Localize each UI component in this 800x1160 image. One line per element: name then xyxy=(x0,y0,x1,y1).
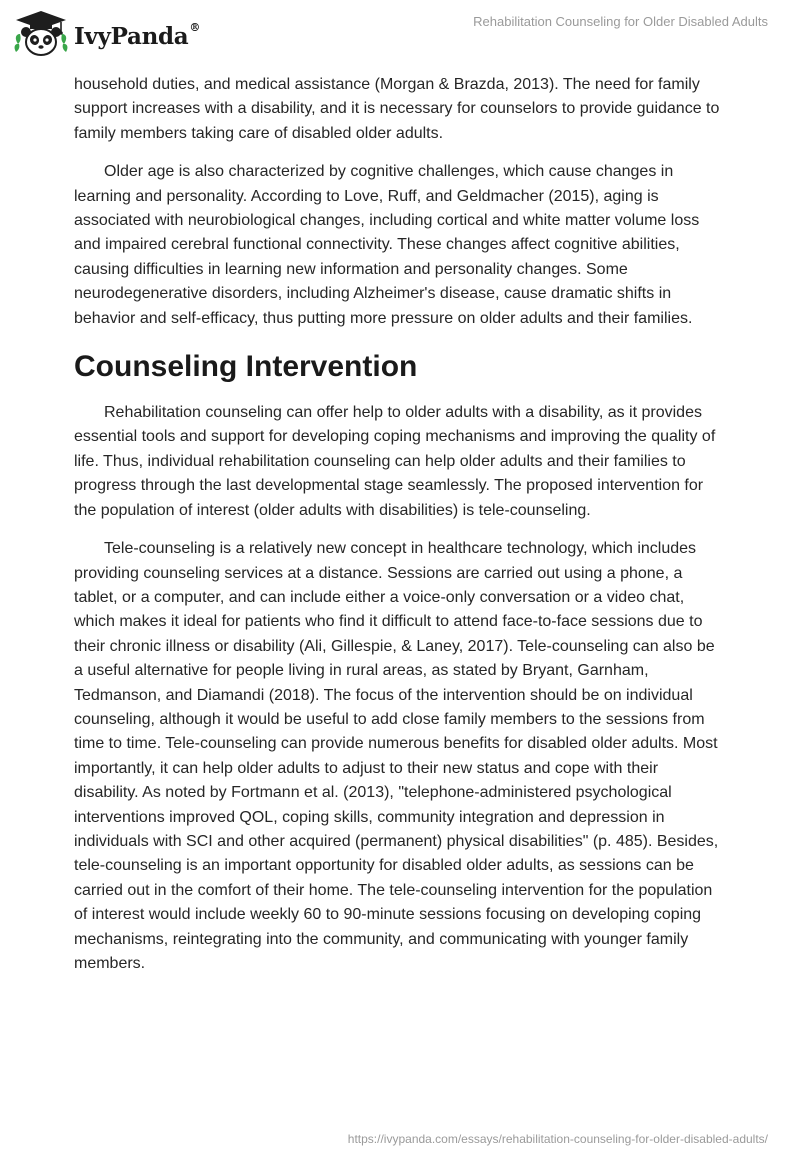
registered-mark: ® xyxy=(189,20,201,34)
page-header xyxy=(0,0,800,70)
paragraph: household duties, and medical assistance (Morgan & Brazda, 2013). The need for family support increases with a disability, and it is necessary for counselors to provide guidance to family members taking care of disabled older adults. xyxy=(74,76,720,142)
paragraph: Tele-counseling is a relatively new concept in healthcare technology, which includes providing counseling services at a distance. Sessions are carried out using a phone, a tablet, or a computer, and can include either a voice-only conversation or a video chat, which makes it ideal for patients who find it difficult to attend face-to-face sessions due to their chronic illness or disability (Ali, Gillespie, & Laney, 2017). Tele-counseling can also be a useful alternative for people living in rural areas, as stated by Bryant, Garnham, Tedmanson, and Diamandi (2018). The focus of the intervention should be on individual counseling, although it would be useful to add close family members to the sessions from time to time. Tele-counseling can provide numerous benefits for disabled older adults. Most importantly, it can help older adults to adjust to their new status and cope with their disability. As noted by Fortmann et al. (2013), "telephone-administered psychological interventions improved QOL, coping skills, community integration and depression in individuals with SCI and other acquired (permanent) physical disabilities" (p. 485). Besides, tele-counseling is an important opportunity for disabled older adults, as sessions can be carried out in the comfort of their home. The tele-counseling intervention for the population of interest would include weekly 60 to 90-minute sessions focusing on developing coping mechanisms, reintegrating into the community, and communicating with younger family members. xyxy=(74,540,719,972)
source-url[interactable]: https://ivypanda.com/essays/rehabilitation-counseling-for-older-disabled-adults/ xyxy=(347,1132,768,1146)
paragraph: Older age is also characterized by cognitive challenges, which cause changes in learning and personality. According to Love, Ruff, and Geldmacher (2015), aging is associated with neurobiological changes, including cortical and white matter volume loss and impaired cerebral functional connectivity. These changes affect cognitive abilities, causing difficulties in learning new information and personality changes. Some neurodegenerative disorders, including Alzheimer's disease, cause dramatic shifts in behavior and self-efficacy, thus putting more pressure on older adults and their families. xyxy=(74,163,700,327)
ivypanda-logo[interactable] xyxy=(14,8,200,60)
panda-graduate-icon xyxy=(14,10,68,58)
document-title: Rehabilitation Counseling for Older Disabled Adults xyxy=(473,14,768,29)
paragraph: Rehabilitation counseling can offer help to older adults with a disability, as it provides essential tools and support for developing coping mechanisms and improving the quality of life. Thus, individual rehabilitation counseling can help older adults and their families to progress through the last developmental stage seamlessly. The proposed intervention for the population of interest (older adults with disabilities) is tele-counseling. xyxy=(74,404,716,519)
brand-name: IvyPanda® xyxy=(74,20,201,50)
essay-content xyxy=(74,73,726,990)
section-heading: Counseling Intervention xyxy=(74,350,418,384)
